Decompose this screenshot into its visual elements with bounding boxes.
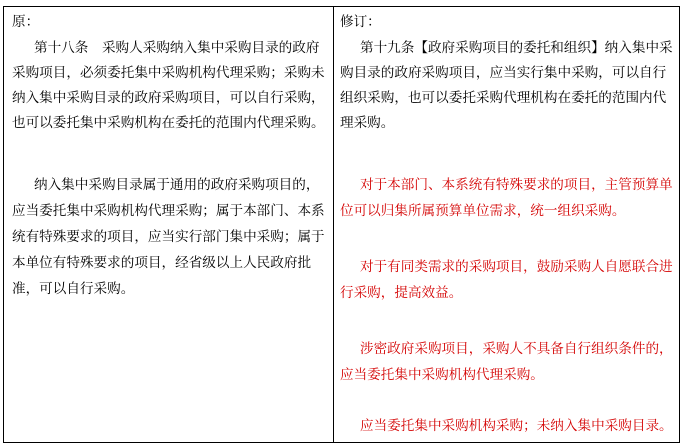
revised-header: 修订：: [340, 14, 381, 30]
revised-red-line: 应当委托集中采购机构采购；未纳入集中采购目录。: [360, 418, 673, 434]
original-line: 统有特殊要求的项目，应当实行部门集中采购；属于: [12, 229, 325, 245]
original-line: 采购项目，必须委托集中采购机构代理采购；采购未: [12, 65, 325, 81]
revised-red-line: 对于有同类需求的采购项目，鼓励采购人自愿联合进: [360, 259, 673, 275]
revised-line: 组织采购，也可以委托采购代理机构在委托的范围内代: [340, 90, 667, 106]
revised-line: 第十九条【政府采购项目的委托和组织】纳入集中采: [360, 40, 673, 56]
revised-red-line: 涉密政府采购项目，采购人不具备自行组织条件的，: [360, 341, 673, 357]
revised-red-line: 行采购，提高效益。: [340, 285, 463, 301]
original-line: 应当委托集中采购机构代理采购；属于本部门、本系: [12, 203, 325, 219]
original-line: 准，可以自行采购。: [12, 281, 135, 297]
revised-line: 理采购。: [340, 115, 395, 131]
original-line: 本单位有特殊要求的项目，经省级以上人民政府批: [12, 255, 312, 271]
original-line: 纳入集中采购目录的政府采购项目，可以自行采购，: [12, 90, 325, 106]
revised-column: [334, 7, 679, 442]
original-header: 原：: [12, 14, 40, 30]
original-line: 第十八条 采购人采购纳入集中采购目录的政府: [34, 40, 320, 56]
revised-red-line: 应当委托集中采购机构代理采购。: [340, 367, 544, 383]
original-column: [4, 7, 334, 442]
comparison-table: [3, 6, 680, 443]
revised-red-line: 位可以归集所属预算单位需求，统一组织采购。: [340, 203, 626, 219]
original-line: 纳入集中采购目录属于通用的政府采购项目的，: [34, 177, 320, 193]
revised-line: 购目录的政府采购项目，应当实行集中采购，可以自行: [340, 65, 667, 81]
original-line: 也可以委托集中采购机构在委托的范围内代理采购。: [12, 115, 325, 131]
revised-red-line: 对于本部门、本系统有特殊要求的项目，主管预算单: [360, 177, 673, 193]
